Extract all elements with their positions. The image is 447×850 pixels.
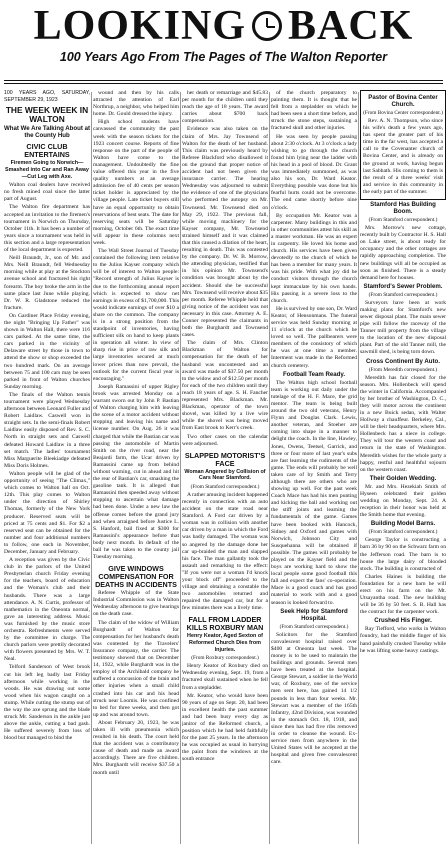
paragraph: Telford Sanderson of West brook cut his left leg badly last Friday afternoon while working in the woods. He was drawing out some wood when his wagon caught on a stump. While cutting the stump out of the way the axe sprung and the blade struck Mr. Sanderson in the ankle just above the ankle, cutting a bad gash. He suffered severely from loss of blood but managed to bind the xyxy=(4,664,90,742)
paragraph: Walton coal dealers have received no fresh mined coal since the latter part of August. xyxy=(4,182,90,203)
column-2 xyxy=(93,90,179,845)
column-5 xyxy=(360,90,446,845)
column-divider xyxy=(269,92,270,844)
clock-icon xyxy=(252,11,282,41)
paragraph: The claim of Mrs. Clinton Blackman of Walton for compensation for the death of her husband was uncontested and an award was made of $37.50 per month to the widow and of $12.50 per month for each of the two children until they reach 18 years of age. S. H. Fancher represented Mrs. Blackman. Mr. Blackman, operator of the town shovel, was killed by a live wire while the shovel was being moved from East brook to Kerr's creek. xyxy=(182,340,268,432)
paragraph: About February 20, 1923, he was taken ill with pneumonia which resulted in his death. The court held that the accident was a contributory cause of death and made an award accordingly. There are five children. Mrs. Burghardt will receive $37.50 a month until xyxy=(93,719,179,776)
headline-slapped-motorist: SLAPPED MOTORIST'S FACE xyxy=(184,450,266,468)
paragraph: George Taylor is constructing a barn 36 by 90 on the Schwarz farm on the Jefferson road. The barn is to house the large dairy of blooded stock. The building is constructed of xyxy=(360,537,446,572)
column-divider xyxy=(91,92,92,844)
masthead-title xyxy=(0,4,447,48)
subhead-slapped-motorist: Woman Angered by Collision of Cars Near Stamford. xyxy=(184,468,266,482)
masthead-subtitle: 100 Years Ago From The Pages of The Walton Reporter xyxy=(59,50,388,64)
paragraph: By occupation Mr. Keator was a carpenter. Many buildings in this and in other communities attest his skill as a master workman. He was an expert in carpentry. He loved his home and church. His services have been given devotedly to the church of which he has been a member for many years. It was his pride. With what joy did he conduct visitors through the church kept immaculate by his own hands. His passing is a severe loss to the church. xyxy=(271,212,357,304)
paragraph: A reception was given by the Civic club in the parlors of the United Presbyterian church Friday evening for the teachers, board of education and the Woman's club and their husbands. There was a large attendance. A. N. Curtis, professor of mathematics in the Oneonta normal, gave an interesting address. Music was furnished by the music store orchestra. Refreshments were served by the committee in charge. The church parlors were prettily decorated with flowers presented by Mrs. W. T. Neal. xyxy=(4,557,90,663)
paragraph: Mr. and Mrs. Hezekiah Smith of Hyseen celebrated their golden wedding on Monday, Sept. 24. A reception in their honor was held at the Smith home that evening. xyxy=(360,483,446,519)
paragraph: of the church preparatory to painting them. It is thought that he fell from a stepladder on which he had been seen a short time before, and struck the stone steps, sustaining a fractured skull and other injuries. xyxy=(271,90,357,132)
headline-football: Football Team Ready. xyxy=(282,370,346,378)
paragraph: Mrs. Morrow's new cottage, recently built by Contractor H. S. Hall on Lake street, is about ready for occupancy and the other cottages are rapidly approaching completion. The new buildings will all be occupied as soon as finished. There is a steady demand here for houses. xyxy=(360,225,446,281)
masthead-rule-top xyxy=(4,80,443,81)
paragraph: The Walton high school football team is working out daily under the tutelage of the H. F. Mace, the grid mentor. The team is being built around the two old veterans, Henry Flynn and Douglas Clark. Lewis, another veteran, and Stoeher are coming into shape in a manner to delight the coach. In the line, Hawley, Jones, Owens, Teetsel, Garrick, and three or four more of last year's subs are fast learning the rudiments of the game. The ends will probably be well taken care of by Smith and Terry although there are others who are showing up well. For the past week Coach Mace has had his men punting and kicking the ball and working out the stiff joints and learning the fundamentals of the game. Games have been booked with Hancock, Sidney and Oxford and games with Norwich, Johnson City and Susquehanna will be obtained if possible. The games will probably be played on the Kayser field and the boys are working hard to show the local people some good football this fall and expect the fans' co-operation. Mace is a good coach and has good material to work with and a good season is looked forward to. xyxy=(271,379,357,606)
column-3 xyxy=(182,90,268,845)
paragraph: Charles Haines is building the foundation for a new barn he will erect on his farm on the Mt. Utsayantha road. The new building will be 36 by 50 feet. S. B. Hall has the contract for the carpenter work. xyxy=(360,573,446,616)
headline-bovina-pastor: Pastor of Bovina Center Church. xyxy=(368,94,438,108)
column-1 xyxy=(4,90,90,845)
boxed-story xyxy=(360,90,446,200)
headline-building-boom: Stamford Has Building Boom. xyxy=(370,201,436,216)
paragraph: The Wall Street Journal of Tuesday contained the following item relative to the Julius Kayser company which will be of interest to Walton people: "Record strength of Julius Kayser is due to the forthcoming annual report which is expected to show net earnings in excess of $1,700,000. This would indicate earnings of over $10 a share on the common. The company is in a strong position from the standpoint of inventories, having sufficient silk on hand to keep plants in operation all winter. In view of sharp rise in price of raw silk and large inventories secured at much lower prices than now prevail, the outlook for the current fiscal year is encouraging." xyxy=(93,248,179,382)
headline-crushed-finger: Crushed His Finger. xyxy=(374,617,432,625)
paragraph: Joseph Ramassini of upper Rigley brook was arrested Monday on a warrant sworn out by John P. Bastian of Walton charging him with leaving the scene of a motor accident without stopping and leaving his name and license number. On Aug. 26 it was charged that while the Bastian car was passing the automobile of Martin Smith on the river road, near the Beajardi farm, the Ucar driven by Ramassini came up from behind without warning, cut in ahead and hit the rear of Bastian's car, smashing the gasoline tank. It is alleged that Ramassini then speeded away without stopping to ascertain what damage had been done. Under a new law the offense comes before the grand jury and when arraigned before Justice L. S. Hanford, bail fixed at $300 for Ramassini's appearance before that body next month. In default of the bail he was taken to the county jail Tuesday morning. xyxy=(93,383,179,561)
column-4 xyxy=(271,90,357,845)
headline-model-barns: Building Model Barns. xyxy=(370,520,436,528)
dateline: 100 YEARS AGO, SATURDAY, SEPTEMBER 29, 1923 xyxy=(4,90,90,103)
paragraph: High school students have canvassed the community the past week with the season tickets for the 1923 concert course. Reports of fine response on the part of the people of Walton have come to the management. Undoubtedly the fine value offered this year in the five quality numbers at an average admission fee of 40 cents per season ticket holder is appreciated by the village people. Late ticket buyers still have an equal opportunity to obtain reservations of best seats. The date for reserving seats will be Saturday morning, October 6th. The exact time will appear in these columns next week. xyxy=(93,119,179,246)
headline-fall-from-ladder: FALL FROM LADDER KILLS ROXBURY MAN xyxy=(186,615,264,633)
paragraph: wound and then by his calls attracted the attention of Earl Northrup, a neighbor, who helped him home. Dr. Gould dressed the injury. xyxy=(93,90,179,118)
column-divider xyxy=(358,92,359,844)
column-divider xyxy=(180,92,181,844)
correspondent-credit: (From Stamford correspondent.) xyxy=(368,291,438,298)
paragraph: A rather amusing incident happened recently in connection with an auto accident on the state road near Stamford. A Ford car driven by a woman was in collision with another car driven by a man in which the Ford was badly damaged. The woman was so angered by the damage done her car up-braided the man and slapped his face. The man gallantly took the assault and remarking to the effect: "If you were not a woman I'd knock your block off" proceeded to the village and obtaining a constable the two automobiles returned and repaired the damaged car, but for a few minutes there was a lively time. xyxy=(182,491,268,612)
headline-civic-club: CIVIC CLUB ENTERTAINS xyxy=(24,142,70,160)
paragraph: Ray Tiefford, who works in Walton foundry, had the middle finger of his hand painfully crushed Tuesday while he was lifting some heavy castings. xyxy=(360,626,446,654)
headline-compensation: GIVE WINDOWS COMPENSATION FOR DEATHS IN ACCIDENTS xyxy=(95,564,177,590)
paragraph: Surveyors have been at work making plans for Stamford's new sewer disposal plant. The main sewer pipe will follow the raceway of the Tanner mill property from the village to the location of the new disposal plant. Part of the old Tanner mill, the sawmill shed, is being torn down. xyxy=(360,299,446,356)
subhead-civic-club: Firemen Going to Norwich—Smashed into Car and Ran Away—Cut Leg with Axe. xyxy=(5,160,89,180)
headline-sewer-problem: Stamford's Sewer Problem. xyxy=(363,282,443,290)
paragraph: Rev. A. N. Thompson, who since his wife's death a few years ago, has spent the greater part of his time in the far west, has accepted a call to the Covenanter church of Bovina Center, and is already on the ground at work, having begun last Sabbath. His coming to them is the result of a three weeks' visit and service in this community in the early part of the summer. xyxy=(363,118,443,195)
paragraph: Neill Braundt, Jr., son of Mr. and Mrs. Neill Braundt, fell Wednesday morning while at play at the Stockton avenue school and fractured his right forearm. The boy broke the arm in the same place last June while playing. Dr. W. R. Gladstone reduced the fracture. xyxy=(4,255,90,311)
paragraph: her death or remarriage and $45.83 per month for the children until they reach the age of 18 years. The award carries about $700 back compensation. xyxy=(182,90,268,125)
correspondent-credit: (From Meredith correspondent.) xyxy=(368,366,438,373)
correspondent-credit: (From Stamford correspondent.) xyxy=(368,217,438,224)
headline-stamford-hospital: Seek Help for Stamford Hospital. xyxy=(280,607,348,622)
headline-week-in-walton: THE WEEK WEEK IN WALTON xyxy=(5,105,89,125)
headline-cross-continent: Cross Continent By Auto. xyxy=(366,357,440,365)
correspondent-credit: (From Stamford correspondent.) xyxy=(190,483,260,490)
paragraph: On Gardiner Place Friday evening, the night "Bringing Up Father" was shown in Walton Hall, there were 116 cars parked. At the same time, the cars parked in the vicinity of Delaware street by those in town to attend the show or shop exceeded the two hundred mark. On an average between 75 and 100 cars may be seen parked in front of Walton churches Sunday morning. xyxy=(4,312,90,390)
paragraph: The Walton fire department has accepted an invitation to the firemen's tournament in Norwich on Thursday, October 11th. It has been a number of years since a tournament was held in this section and a large representation of the local department is expected. xyxy=(4,204,90,254)
masthead-title-right: BACK xyxy=(288,3,414,49)
paragraph: Solicitors for the Stamford convalescent hospital raised over $400 at Oneonta last week. The money is to be used to maintain the buildings and grounds. Several men have been treated at the hospital. George Stewart, a soldier in the World war, of Roxbury, one of the service men sent here, has gained 14 1/2 pounds in less than four weeks. Mr. Stewart was a member of the 165th Infantry, 42nd Division, was wounded in the stomach Oct. 18, 1918, and since then has had five ribs removed in order to cleanse the wound. Ex-service men from anywhere in the United States will be accepted at the hospital and given free convalescent care. xyxy=(271,631,357,766)
paragraph: Meredith has fair closed for the season. Mrs. Hollenbeck will spend the winter in California. Accompanied by her brother of Washington, D. C., they will motor across the continent in a new Buick sedan, with Walter Hollway a chauffeur. Berkeley, Cal., will be their headquarters, where Mrs. Hollenbeck has a niece in college. They will tour the western coast and return in the state of Washington. Meredith wishes for the whole party a happy, restful and healthful sojourn on the western coast. xyxy=(360,374,446,473)
headline-golden-wedding: Their Golden Wedding. xyxy=(369,474,437,482)
masthead-title-left: LOOKING xyxy=(33,3,246,49)
paragraph: The finals of the Walton tennis tournament were played Wednesday afternoon between Leonard Fuller and Robert Laidlaw. Caswell won in straight sets. In the semi-finals Robert Laidlaw easily disposed of Rev. S. C. North in straight sets and Caswell defeated Howard Laidlaw in a three set match. The ladies' tournament Miss Marguerite Bleekiadge defeated Miss Doris Holmes. xyxy=(4,391,90,469)
paragraph: The claim of the widow of William Burghardt of Walton for compensation for her husband's death was contested by the Travelers' Insurance company, the carrier. The testimony showed that on December 14, 1922, while Burghardt was in the employ of the Archibald company he suffered a concussion of the brain and other injuries when a small child crashed into his car and his head struck near Loomis. He was confined to bed for three weeks, and then got up and was around town. xyxy=(93,619,179,718)
correspondent-credit: (From Stamford correspondent.) xyxy=(279,623,349,630)
masthead xyxy=(0,4,447,82)
masthead-rule-bottom xyxy=(4,83,443,84)
paragraph: Referee Whipple of the State Industrial Commission was in Walton Wednesday afternoon to give hearings on the death case. xyxy=(93,590,179,618)
correspondent-credit: (From Bovina Center correspondent.) xyxy=(363,110,443,116)
subhead-week-in-walton: What We Are Talking About at the County Hub xyxy=(4,125,90,140)
paragraph: He is survived by one son, Dr. Ward Keator, of Hensonmans. The funeral service was held Sunday morning at 11 o'clock at the church which he loved so well. The pallbearers were members of the consistory of which he was at one time a member. Interment was made in the Reformed church cemetery. xyxy=(271,305,357,369)
subhead-fall-from-ladder: Henry Keator, Aged Sexton of Reformed Church Dies from Injuries. xyxy=(187,633,263,653)
paragraph: Evidence was also taken on the claim of Mrs. Jay Townsend of Walton for the death of her husband. This claim was previously heard by Referee Blackford who disallowed it on the ground that proper notice of accident had not been given the insurance carrier. The hearing Wednesday was adjourned to submit the evidence of one of the physicians who performed the autopsy on Mr. Townsend. Mr. Townsend died on May 29, 1922. The previous fall, while moving machinery for the Kayser company, Mr. Townsend strained himself and it was claimed that this caused a dilation of the heart, resulting in death. This was contested by the company. Dr. W. B. Morrow, the attending physician, testified that in his opinion Mr. Townsend's condition was brought about by the accident. Should she be successful Mrs. Townsend will receive about $35 per month. Referee Whipple held that giving notice of the accident was not necessary in this case. Attorney A. E. Conner represented the claimants in both the Burghardt and Townsend cases. xyxy=(182,126,268,339)
paragraph: He was seen by people passing about 2:30 o'clock. At 3 o'clock a lady wishing to go through the church found him lying near the ladder with his head in a pool of blood. Dr. Grant was immediately summoned, as was also his son, Dr. Ward Keator. Everything possible was done but his fearful hurts could not be overcome. The end came shortly before nine o'clock. xyxy=(271,133,357,211)
correspondent-credit: (From Stamford correspondent.) xyxy=(368,529,438,536)
correspondent-credit: (From Roxbury correspondent.) xyxy=(191,655,259,662)
paragraph: Mr. Keator, who would have been 90 years of age on Sept. 20, had been in excellent health the past summer and had been busy every day as janitor of the Reformed church, a position which he had held faithfully for the past 25 years. In the afternoon he was occupied as usual in hurrying the paint from the windows at the south entrance xyxy=(182,692,268,763)
paragraph: Henry Keator of Roxbury died on Wednesday evening, Sept. 19, from a fractured skull sustained when he fell from a stepladder. xyxy=(182,663,268,691)
paragraph: Two other cases on the calendar were adjourned. xyxy=(182,433,268,447)
paragraph: Walton people will be glad of the opportunity of seeing "The Climax," which comes to Walton hall on Oct. 12th. This play comes to Walton under the direction of Shirley Thomas, formerly of the New York producer. Reserved seats will be priced at 75 cents and $1. For $2 a reserved seat can be obtained for the number and four additional numbers to follow, one each in November, December, January and February. xyxy=(4,470,90,555)
